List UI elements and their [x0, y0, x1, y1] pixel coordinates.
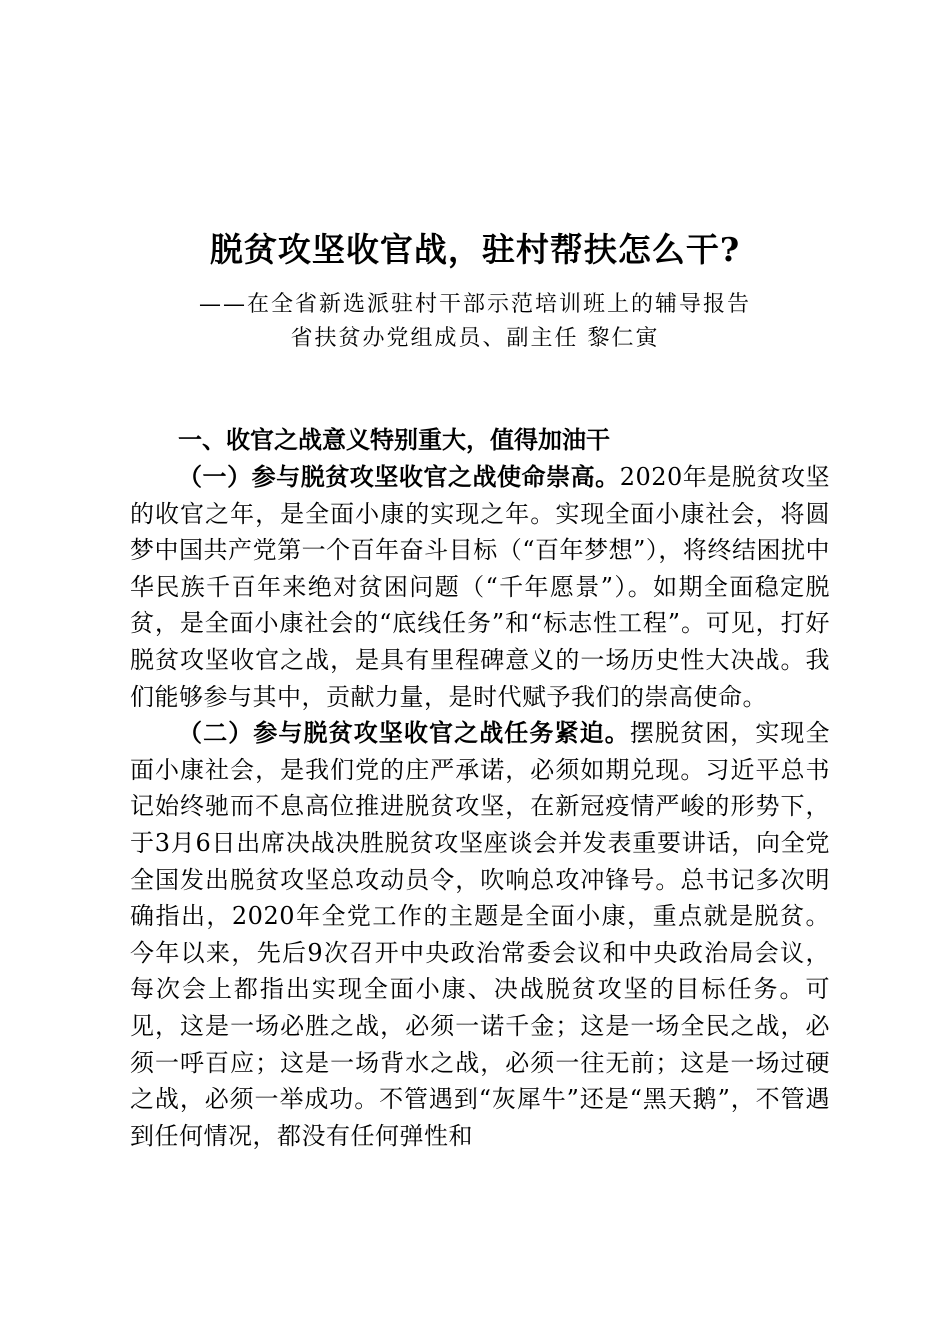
section-heading: 一、收官之战意义特别重大，值得加油干: [178, 426, 610, 454]
paragraph-lead: （二）参与脱贫攻坚收官之战任务紧迫。: [178, 718, 630, 748]
paragraph: [130, 459, 830, 715]
document-body: [130, 424, 830, 1154]
paragraph-text: 2020年是脱贫攻坚的收官之年，是全面小康的实现之年。实现全面小康社会，将圆梦中国共产党第一个百年奋斗目标（“百年梦想”），将终结困扰中华民族千百年来绝对贫困问题（“千年愿景”）。如期全面稳定脱贫，是全面小康社会的“底线任务”和“标志性工程”。可见，打好脱贫攻坚收官之战，是具有里程碑意义的一场历史性大决战。我们能够参与其中，贡献力量，是时代赋予我们的崇高使命。: [130, 463, 831, 711]
paragraph-lead: （一）参与脱贫攻坚收官之战使命崇高。: [178, 462, 620, 491]
paragraph: [130, 715, 830, 1154]
paragraph-text: 摆脱贫困，实现全面小康社会，是我们党的庄严承诺，必须如期兑现。习近平总书记始终驰而不息高位推进脱贫攻坚，在新冠疫情严峻的形势下，于3月6日出席决战决胜脱贫攻坚座谈会并发表重要讲话，向全党全国发出脱贫攻坚总攻动员令，吹响总攻冲锋号。总书记多次明确指出，2020年全党工作的主题是全面小康，重点就是脱贫。今年以来，先后9次召开中央政治常委会议和中央政治局会议，每次会上都指出实现全面小康、决战脱贫攻坚的目标任务。可见，这是一场必胜之战，必须一诺千金；这是一场全民之战，必须一呼百应；这是一场背水之战，必须一往无前；这是一场过硬之战，必须一举成功。不管遇到“灰犀牛”还是“黑天鹅”，不管遇到任何情况，都没有任何弹性和: [130, 719, 831, 1150]
document-subtitle: ——在全省新选派驻村干部示范培训班上的辅导报告: [198, 292, 751, 317]
document-title: 脱贫攻坚收官战，驻村帮扶怎么干?: [209, 230, 741, 269]
document-author: 省扶贫办党组成员、副主任 黎仁寅: [290, 326, 660, 351]
